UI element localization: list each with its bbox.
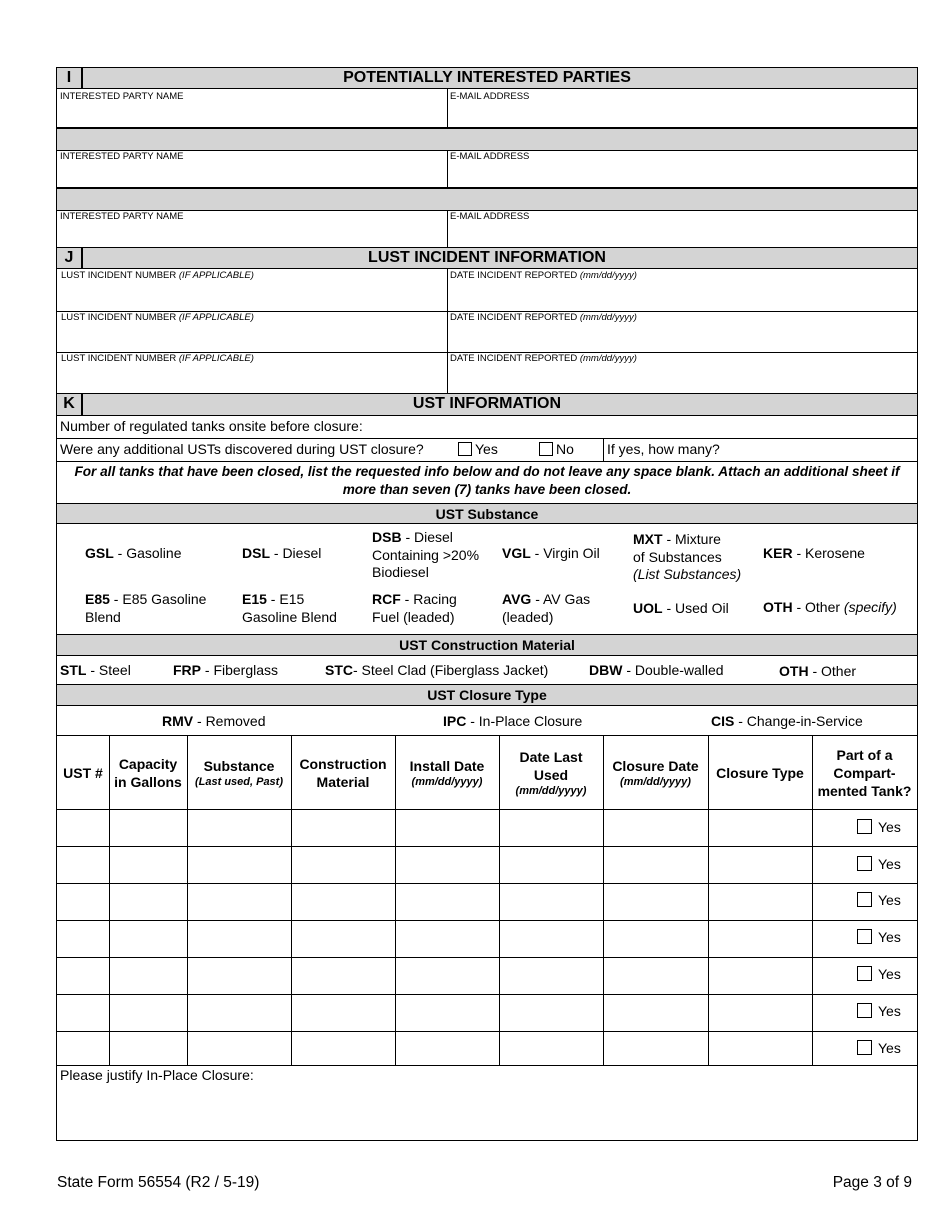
email-label-1: E-MAIL ADDRESS bbox=[450, 91, 530, 102]
closure-cis: CIS - Change-in-Service bbox=[711, 713, 863, 729]
yes-checkbox[interactable] bbox=[857, 966, 872, 981]
substance-mxt: MXT - Mixture of Substances (List Substances) bbox=[633, 531, 742, 582]
no-checkbox[interactable] bbox=[539, 442, 553, 456]
date-reported-label-3: DATE INCIDENT REPORTED (mm/dd/yyyy) bbox=[450, 353, 637, 364]
incident-label-1: LUST INCIDENT NUMBER (IF APPLICABLE) bbox=[61, 270, 254, 281]
col-compartmented: Part of a Compart- mented Tank? bbox=[817, 746, 912, 799]
compartmented-yes-1[interactable]: Yes bbox=[857, 819, 901, 835]
yes-checkbox[interactable] bbox=[458, 442, 472, 456]
party-name-label-2: INTERESTED PARTY NAME bbox=[60, 151, 184, 162]
yes-checkbox[interactable] bbox=[857, 892, 872, 907]
compartmented-yes-4[interactable]: Yes bbox=[857, 929, 901, 945]
construction-stl: STL - Steel bbox=[60, 662, 131, 678]
party-name-label-3: INTERESTED PARTY NAME bbox=[60, 211, 184, 222]
page-number: Page 3 of 9 bbox=[832, 1174, 912, 1191]
substance-e15: E15 - E15 Gasoline Blend bbox=[242, 591, 337, 625]
col-closure-date: Closure Date (mm/dd/yyyy) bbox=[612, 757, 699, 788]
substance-rcf: RCF - Racing Fuel (leaded) bbox=[372, 591, 457, 625]
table-row-divider bbox=[56, 883, 918, 884]
col-install-date: Install Date (mm/dd/yyyy) bbox=[409, 757, 485, 788]
table-row-divider bbox=[56, 957, 918, 958]
party-name-label-1: INTERESTED PARTY NAME bbox=[60, 91, 184, 102]
compartmented-yes-3[interactable]: Yes bbox=[857, 892, 901, 908]
compartmented-yes-6[interactable]: Yes bbox=[857, 1003, 901, 1019]
substance-e85: E85 - E85 Gasoline Blend bbox=[85, 591, 207, 625]
additional-yes-option[interactable]: Yes bbox=[458, 441, 498, 458]
yes-checkbox[interactable] bbox=[857, 1040, 872, 1055]
closure-rmv: RMV - Removed bbox=[162, 713, 266, 729]
section-i-header bbox=[56, 67, 918, 89]
section-i-letter: I bbox=[57, 68, 83, 88]
email-label-3: E-MAIL ADDRESS bbox=[450, 211, 530, 222]
closure-title: UST Closure Type bbox=[427, 687, 547, 703]
substance-uol: UOL - Used Oil bbox=[633, 600, 729, 616]
closure-header bbox=[56, 684, 918, 706]
substance-gsl: GSL - Gasoline bbox=[85, 545, 182, 561]
substance-header bbox=[56, 503, 918, 524]
table-row-divider bbox=[56, 1065, 918, 1066]
table-row-divider bbox=[56, 809, 918, 810]
table-row-divider bbox=[56, 920, 918, 921]
table-row-divider bbox=[56, 846, 918, 847]
substance-vgl: VGL - Virgin Oil bbox=[502, 545, 600, 561]
additional-no-option[interactable]: No bbox=[539, 441, 574, 458]
closure-ipc: IPC - In-Place Closure bbox=[443, 713, 583, 729]
yes-checkbox[interactable] bbox=[857, 1003, 872, 1018]
construction-oth: OTH - Other bbox=[779, 663, 857, 679]
substance-avg: AVG - AV Gas (leaded) bbox=[502, 591, 591, 625]
construction-frp: FRP - Fiberglass bbox=[173, 662, 279, 678]
incident-label-2: LUST INCIDENT NUMBER (IF APPLICABLE) bbox=[61, 312, 254, 323]
section-i-title: POTENTIALLY INTERESTED PARTIES bbox=[343, 69, 631, 86]
tanks-before-label: Number of regulated tanks onsite before closure: bbox=[60, 418, 363, 434]
yes-checkbox[interactable] bbox=[857, 929, 872, 944]
how-many-label: If yes, how many? bbox=[607, 441, 720, 457]
table-row-divider bbox=[56, 994, 918, 995]
date-reported-label-1: DATE INCIDENT REPORTED (mm/dd/yyyy) bbox=[450, 270, 637, 281]
date-reported-label-2: DATE INCIDENT REPORTED (mm/dd/yyyy) bbox=[450, 312, 637, 323]
construction-dbw: DBW - Double-walled bbox=[589, 662, 724, 678]
col-ust-number: UST # bbox=[63, 764, 103, 781]
col-construction: Construction Material bbox=[299, 755, 387, 790]
compartmented-yes-5[interactable]: Yes bbox=[857, 966, 901, 982]
section-j-header bbox=[56, 247, 918, 269]
table-row-divider bbox=[56, 1031, 918, 1032]
section-k-title: UST INFORMATION bbox=[412, 395, 562, 412]
justify-in-place-label: Please justify In-Place Closure: bbox=[60, 1067, 254, 1083]
col-closure-type: Closure Type bbox=[716, 764, 804, 781]
substance-dsb: DSB - Diesel Containing >20% Biodiesel bbox=[372, 529, 480, 580]
construction-stc: STC- Steel Clad (Fiberglass Jacket) bbox=[325, 662, 549, 678]
yes-checkbox[interactable] bbox=[857, 819, 872, 834]
section-k-header bbox=[56, 393, 918, 416]
compartmented-yes-2[interactable]: Yes bbox=[857, 856, 901, 872]
section-j-title: LUST INCIDENT INFORMATION bbox=[368, 249, 606, 266]
col-substance: Substance (Last used, Past) bbox=[194, 757, 284, 788]
construction-title: UST Construction Material bbox=[399, 637, 575, 653]
additional-usts-question: Were any additional USTs discovered during UST closure? bbox=[60, 441, 424, 457]
section-j-letter: J bbox=[57, 248, 83, 268]
substance-ker: KER - Kerosene bbox=[763, 545, 865, 561]
section-k-letter: K bbox=[57, 394, 83, 415]
email-label-2: E-MAIL ADDRESS bbox=[450, 151, 530, 162]
substance-oth: OTH - Other (specify) bbox=[763, 599, 897, 615]
construction-header bbox=[56, 634, 918, 656]
substance-title: UST Substance bbox=[435, 506, 539, 522]
substance-dsl: DSL - Diesel bbox=[242, 545, 322, 561]
col-capacity: Capacity in Gallons bbox=[114, 755, 182, 790]
compartmented-yes-7[interactable]: Yes bbox=[857, 1040, 901, 1056]
form-id: State Form 56554 (R2 / 5-19) bbox=[57, 1174, 260, 1191]
col-date-last-used: Date Last Used (mm/dd/yyyy) bbox=[515, 748, 587, 797]
yes-checkbox[interactable] bbox=[857, 856, 872, 871]
instructions-text: For all tanks that have been closed, list the requested info below and do not leave any space blank. Attach an additional sheet if more than seven (7) tanks have been closed. bbox=[74, 464, 900, 497]
incident-label-3: LUST INCIDENT NUMBER (IF APPLICABLE) bbox=[61, 353, 254, 364]
